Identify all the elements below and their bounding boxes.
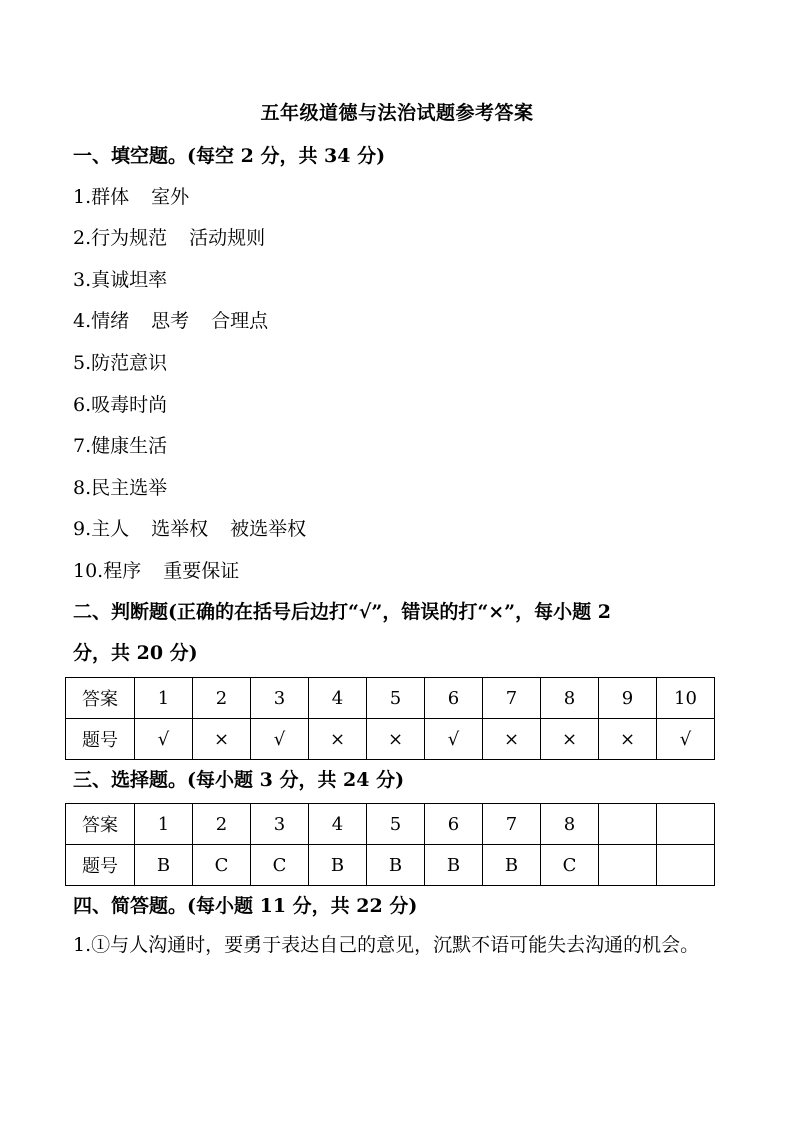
answer: 行为规范 — [91, 227, 168, 249]
table-cell: × — [599, 719, 657, 760]
table-cell: 5 — [367, 804, 425, 845]
true-false-answer-table — [65, 677, 715, 760]
fill-blank-item-1 — [73, 182, 189, 209]
answer: 思考 — [151, 310, 190, 332]
section4-heading: 四、简答题。(每小题 11 分，共 22 分) — [73, 895, 418, 917]
row-label: 答案 — [66, 678, 135, 719]
table-cell: 4 — [309, 804, 367, 845]
table-row-answers — [66, 719, 715, 760]
answer: 真诚坦率 — [91, 269, 168, 291]
table-cell: 8 — [541, 678, 599, 719]
table-row-numbers — [66, 804, 715, 845]
table-cell: 9 — [599, 678, 657, 719]
item-number: 8. — [73, 477, 92, 499]
table-cell: × — [309, 719, 367, 760]
item-number: 6. — [73, 394, 92, 416]
fill-blank-item-4 — [73, 306, 268, 333]
item-number: 1. — [73, 186, 92, 208]
item-number: 4. — [73, 310, 92, 332]
answer: 吸毒时尚 — [91, 394, 168, 416]
row-label: 题号 — [66, 719, 135, 760]
row-label: 答案 — [66, 804, 135, 845]
table-cell: × — [193, 719, 251, 760]
short-answer-1: 1.①与人沟通时，要勇于表达自己的意见，沉默不语可能失去沟通的机会。 — [73, 934, 700, 956]
table-cell: 8 — [541, 804, 599, 845]
item-number: 3. — [73, 269, 92, 291]
answer: 活动规则 — [189, 227, 266, 249]
table-cell: B — [135, 845, 193, 886]
multiple-choice-answer-table — [65, 803, 715, 886]
table-cell — [657, 845, 715, 886]
table-cell: 7 — [483, 678, 541, 719]
answer: 防范意识 — [91, 352, 168, 374]
table-cell: C — [251, 845, 309, 886]
document-title: 五年级道德与法治试题参考答案 — [260, 102, 534, 124]
fill-blank-item-3 — [73, 265, 167, 292]
section2-heading-line1: 二、判断题(正确的在括号后边打“√”，错误的打“×”，每小题 2 — [73, 601, 611, 623]
table-cell: 6 — [425, 804, 483, 845]
table-cell — [599, 804, 657, 845]
item-number: 9. — [73, 518, 92, 540]
fill-blank-item-10 — [73, 556, 239, 583]
table-cell: B — [309, 845, 367, 886]
table-cell: 1 — [135, 678, 193, 719]
table-cell: 7 — [483, 804, 541, 845]
fill-blank-item-7 — [73, 431, 167, 458]
table-cell: B — [425, 845, 483, 886]
table-cell — [599, 845, 657, 886]
table-cell: 3 — [251, 804, 309, 845]
section3-heading: 三、选择题。(每小题 3 分，共 24 分) — [73, 769, 405, 791]
answer: 合理点 — [211, 310, 269, 332]
table-cell: √ — [135, 719, 193, 760]
table-cell: 2 — [193, 678, 251, 719]
fill-blank-item-5 — [73, 348, 167, 375]
answer: 重要保证 — [163, 560, 240, 582]
section1-heading: 一、填空题。(每空 2 分，共 34 分) — [73, 145, 386, 167]
answer: 健康生活 — [91, 435, 168, 457]
row-label: 题号 — [66, 845, 135, 886]
answer: 民主选举 — [91, 477, 168, 499]
table-row-answers — [66, 845, 715, 886]
item-number: 7. — [73, 435, 92, 457]
table-cell: × — [541, 719, 599, 760]
table-cell: 2 — [193, 804, 251, 845]
table-cell: √ — [425, 719, 483, 760]
table-cell — [657, 804, 715, 845]
answer: 情绪 — [91, 310, 130, 332]
table-cell: × — [483, 719, 541, 760]
table-cell: 6 — [425, 678, 483, 719]
answer: 群体 — [91, 186, 130, 208]
table-cell: 3 — [251, 678, 309, 719]
section2-heading-line2: 分，共 20 分) — [73, 642, 198, 664]
table-cell: × — [367, 719, 425, 760]
answer: 选举权 — [151, 518, 209, 540]
table-cell: √ — [657, 719, 715, 760]
answer: 主人 — [91, 518, 130, 540]
item-number: 2. — [73, 227, 92, 249]
answer: 被选举权 — [230, 518, 307, 540]
table-cell: 4 — [309, 678, 367, 719]
table-cell: B — [367, 845, 425, 886]
fill-blank-item-9 — [73, 514, 306, 541]
table-cell: √ — [251, 719, 309, 760]
answer: 程序 — [103, 560, 142, 582]
table-cell: B — [483, 845, 541, 886]
item-number: 10. — [73, 560, 104, 582]
table-cell: 5 — [367, 678, 425, 719]
fill-blank-item-8 — [73, 473, 167, 500]
fill-blank-item-6 — [73, 390, 167, 417]
table-row-numbers — [66, 678, 715, 719]
fill-blank-item-2 — [73, 223, 265, 250]
table-cell: 10 — [657, 678, 715, 719]
table-cell: 1 — [135, 804, 193, 845]
table-cell: C — [193, 845, 251, 886]
table-cell: C — [541, 845, 599, 886]
answer: 室外 — [151, 186, 190, 208]
item-number: 5. — [73, 352, 92, 374]
